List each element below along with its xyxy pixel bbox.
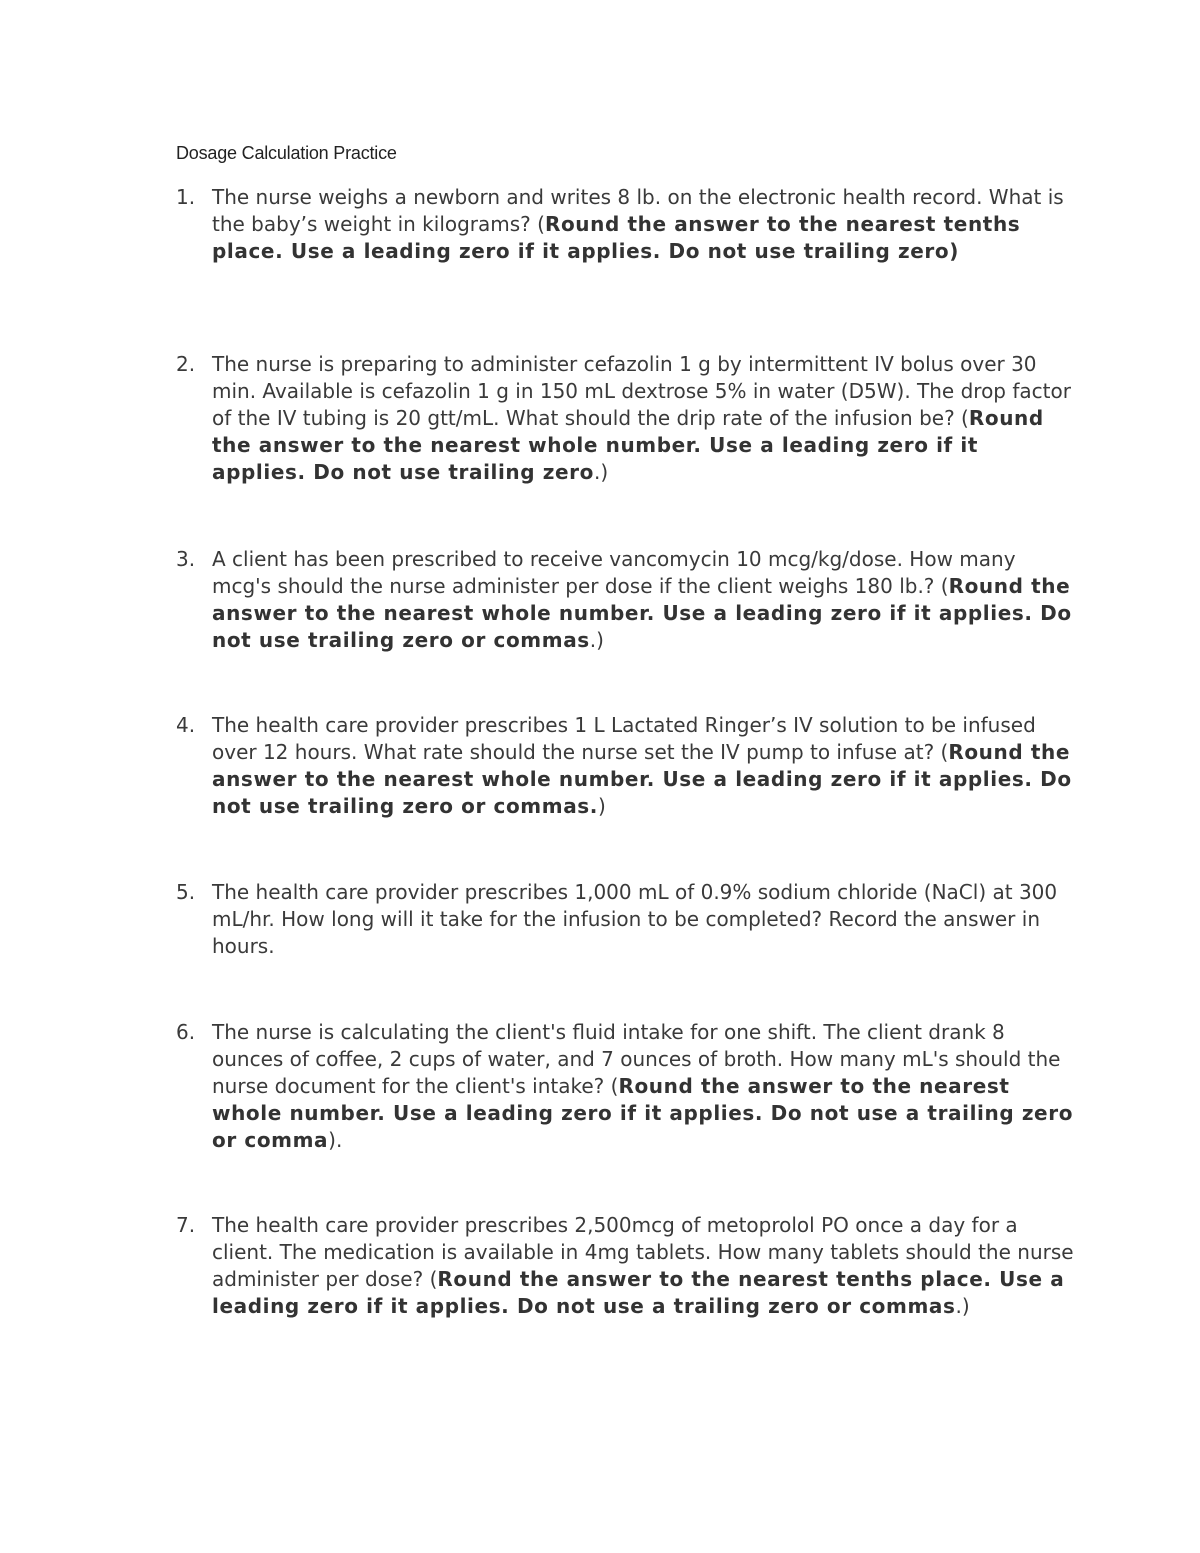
question-number: 5. xyxy=(176,880,196,904)
question-number: 6. xyxy=(176,1020,196,1044)
question-5 xyxy=(176,879,1076,960)
question-text xyxy=(212,879,1076,960)
question-trailing: .) xyxy=(589,628,604,652)
question-body: The health care provider prescribes 1 L Lactated Ringer’s IV solution to be infused over 12 hours. What rate should the nurse set the IV pump to infuse at? ( xyxy=(212,713,1036,764)
question-number: 1. xyxy=(176,185,196,209)
question-trailing: ). xyxy=(328,1128,343,1152)
question-1 xyxy=(176,184,1076,265)
question-number: 3. xyxy=(176,547,196,571)
question-3 xyxy=(176,546,1076,654)
question-body: The health care provider prescribes 2,500mcg of metoprolol PO once a day for a client. The medication is available in 4mg tablets. How many tablets should the nurse administer per dose? ( xyxy=(212,1213,1074,1291)
question-2 xyxy=(176,351,1076,486)
question-number: 7. xyxy=(176,1213,196,1237)
question-body: A client has been prescribed to receive vancomycin 10 mcg/kg/dose. How many mcg's should the nurse administer per dose if the client weighs 180 lb.? ( xyxy=(212,547,1016,598)
question-body: The nurse is calculating the client's fluid intake for one shift. The client drank 8 ounces of coffee, 2 cups of water, and 7 ounces of broth. How many mL's should the nurse document for the client's intake? ( xyxy=(212,1020,1061,1098)
question-instruction: Round the answer to the nearest whole number. Use a leading zero if it applies. Do not use trailing zero or commas. xyxy=(212,740,1072,818)
question-text xyxy=(212,712,1076,820)
question-6 xyxy=(176,1019,1076,1154)
question-body: The health care provider prescribes 1,000 mL of 0.9% sodium chloride (NaCl) at 300 mL/hr. How long will it take for the infusion to be completed? Record the answer in hours. xyxy=(212,880,1058,958)
question-7 xyxy=(176,1212,1076,1320)
question-instruction: Round the answer to the nearest tenths place. Use a leading zero if it applies. Do not use trailing zero) xyxy=(212,212,1021,263)
question-body: The nurse weighs a newborn and writes 8 lb. on the electronic health record. What is the baby’s weight in kilograms? ( xyxy=(212,185,1064,236)
question-trailing: .) xyxy=(955,1294,970,1318)
question-text xyxy=(212,546,1076,654)
question-instruction: Round the answer to the nearest tenths place. Use a leading zero if it applies. Do not use a trailing zero or commas xyxy=(212,1267,1065,1318)
question-text xyxy=(212,184,1076,265)
question-text xyxy=(212,1212,1076,1320)
question-4 xyxy=(176,712,1076,820)
question-body: The nurse is preparing to administer cefazolin 1 g by intermittent IV bolus over 30 min. Available is cefazolin 1 g in 150 mL dextrose 5% in water (D5W). The drop factor of the IV tubing is 20 gtt/mL. What should the drip rate of the infusion be? ( xyxy=(212,352,1071,430)
document-title: Dosage Calculation Practice xyxy=(176,143,397,163)
question-text xyxy=(212,351,1076,486)
question-instruction: Round the answer to the nearest whole number. Use a leading zero if it applies. Do not use a trailing zero or comma xyxy=(212,1074,1074,1152)
question-text xyxy=(212,1019,1076,1154)
question-number: 4. xyxy=(176,713,196,737)
question-instruction: Round the answer to the nearest whole number. Use a leading zero if it applies. Do not use trailing zero xyxy=(212,406,1044,484)
question-trailing: .) xyxy=(593,460,609,484)
question-instruction: Round the answer to the nearest whole number. Use a leading zero if it applies. Do not use trailing zero or commas xyxy=(212,574,1072,652)
question-number: 2. xyxy=(176,352,196,376)
question-trailing: ) xyxy=(598,794,606,818)
